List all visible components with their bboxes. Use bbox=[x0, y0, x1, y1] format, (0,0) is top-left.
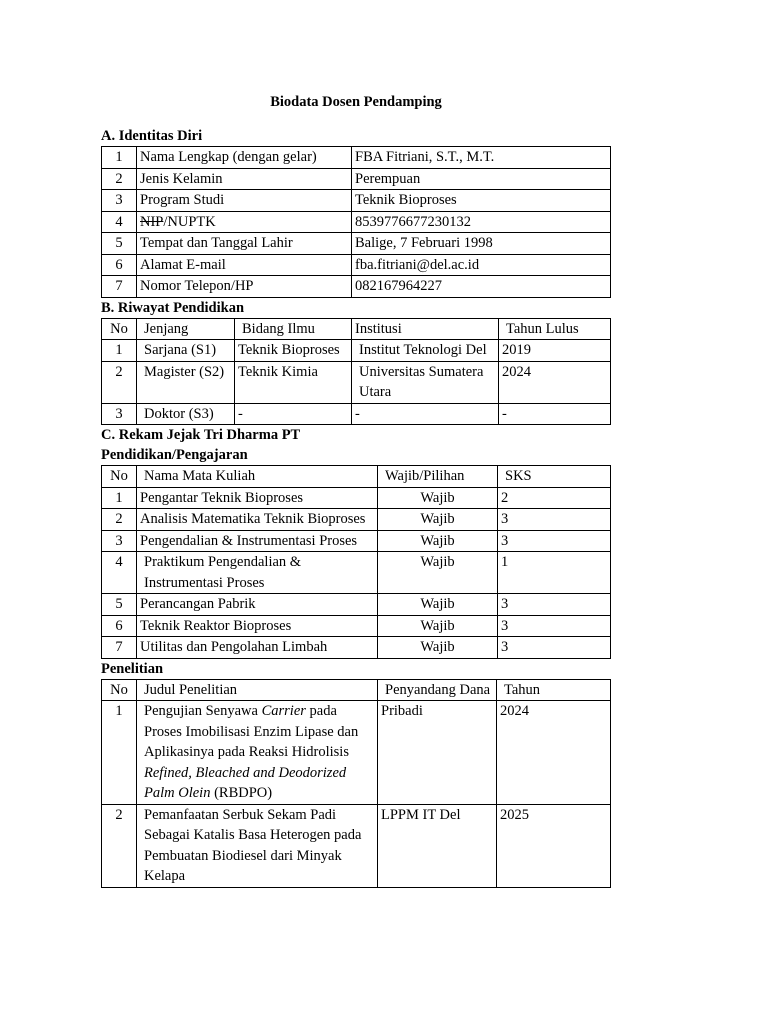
table-row bbox=[102, 637, 611, 659]
identity-value: FBA Fitriani, S.T., M.T. bbox=[352, 147, 611, 169]
column-header: Institusi bbox=[352, 318, 499, 340]
identity-label: Nama Lengkap (dengan gelar) bbox=[137, 147, 352, 169]
title-italic-part: Refined, Bleached and Deodorized Palm Olein bbox=[144, 764, 347, 801]
row-number: 7 bbox=[102, 276, 137, 298]
identity-label: Alamat E-mail bbox=[137, 254, 352, 276]
identity-value: Perempuan bbox=[352, 168, 611, 190]
column-header: Wajib/Pilihan bbox=[378, 466, 498, 488]
table-row bbox=[102, 552, 611, 594]
title-italic-part: Carrier bbox=[261, 703, 306, 719]
research-title: Pemanfaatan Serbuk Sekam Padi Sebagai Katalis Basa Heterogen pada Pembuatan Biodiesel dari Minyak Kelapa bbox=[137, 804, 378, 887]
research-year: 2025 bbox=[497, 804, 611, 887]
row-number: 1 bbox=[102, 701, 137, 805]
title-part: pada Proses Imobilisasi Enzim Lipase dan Aplikasinya pada Reaksi Hidrolisis bbox=[144, 703, 359, 760]
row-number: 4 bbox=[102, 211, 137, 233]
table-row bbox=[102, 276, 611, 298]
column-header: Tahun bbox=[497, 679, 611, 701]
research-title bbox=[137, 701, 378, 805]
table-row bbox=[102, 147, 611, 169]
research-funder: LPPM IT Del bbox=[378, 804, 497, 887]
row-number: 3 bbox=[102, 403, 137, 425]
course-name: Perancangan Pabrik bbox=[137, 594, 378, 616]
course-sks: 3 bbox=[498, 594, 611, 616]
identity-value: Balige, 7 Februari 1998 bbox=[352, 233, 611, 255]
section-c-heading: C. Rekam Jejak Tri Dharma PT bbox=[101, 427, 301, 443]
table-row bbox=[102, 701, 611, 805]
column-header: No bbox=[102, 466, 137, 488]
institution: Institut Teknologi Del bbox=[352, 340, 499, 362]
course-type: Wajib bbox=[378, 509, 498, 531]
column-header: No bbox=[102, 318, 137, 340]
row-number: 4 bbox=[102, 552, 137, 594]
document-page bbox=[101, 92, 611, 888]
identity-value: Teknik Bioproses bbox=[352, 190, 611, 212]
course-name: Pengendalian & Instrumentasi Proses bbox=[137, 530, 378, 552]
row-number: 3 bbox=[102, 530, 137, 552]
research-year: 2024 bbox=[497, 701, 611, 805]
course-type: Wajib bbox=[378, 552, 498, 594]
row-number: 6 bbox=[102, 254, 137, 276]
table-row bbox=[102, 509, 611, 531]
column-header: Penyandang Dana bbox=[378, 679, 497, 701]
course-type: Wajib bbox=[378, 594, 498, 616]
table-row bbox=[102, 804, 611, 887]
course-sks: 3 bbox=[498, 637, 611, 659]
table-row bbox=[102, 168, 611, 190]
course-sks: 2 bbox=[498, 487, 611, 509]
label-rest: /NUPTK bbox=[163, 213, 216, 230]
course-type: Wajib bbox=[378, 487, 498, 509]
column-header: No bbox=[102, 679, 137, 701]
table-row bbox=[102, 211, 611, 233]
table-row bbox=[102, 403, 611, 425]
row-number: 2 bbox=[102, 361, 137, 403]
table-row bbox=[102, 594, 611, 616]
row-number: 1 bbox=[102, 340, 137, 362]
field-of-study: - bbox=[235, 403, 352, 425]
identity-value: 8539776677230132 bbox=[352, 211, 611, 233]
institution: Universitas Sumatera Utara bbox=[352, 361, 499, 403]
degree-level: Magister (S2) bbox=[137, 361, 235, 403]
table-row bbox=[102, 340, 611, 362]
table-header-row bbox=[102, 466, 611, 488]
identity-label bbox=[137, 211, 352, 233]
course-sks: 3 bbox=[498, 530, 611, 552]
teaching-heading: Pendidikan/Pengajaran bbox=[101, 447, 248, 463]
course-name: Pengantar Teknik Bioproses bbox=[137, 487, 378, 509]
graduation-year: 2019 bbox=[499, 340, 611, 362]
row-number: 7 bbox=[102, 637, 137, 659]
identity-label: Program Studi bbox=[137, 190, 352, 212]
course-name: Praktikum Pengendalian & Instrumentasi Proses bbox=[137, 552, 378, 594]
research-heading: Penelitian bbox=[101, 660, 164, 677]
column-header: Tahun Lulus bbox=[499, 318, 611, 340]
table-row bbox=[102, 361, 611, 403]
table-row bbox=[102, 615, 611, 637]
column-header: Judul Penelitian bbox=[137, 679, 378, 701]
column-header: SKS bbox=[498, 466, 611, 488]
course-sks: 3 bbox=[498, 615, 611, 637]
course-name: Analisis Matematika Teknik Bioproses bbox=[137, 509, 378, 531]
field-of-study: Teknik Bioproses bbox=[235, 340, 352, 362]
field-of-study: Teknik Kimia bbox=[235, 361, 352, 403]
identity-value: 082167964227 bbox=[352, 276, 611, 298]
table-row bbox=[102, 530, 611, 552]
document-title: Biodata Dosen Pendamping bbox=[270, 94, 442, 110]
institution: - bbox=[352, 403, 499, 425]
row-number: 5 bbox=[102, 594, 137, 616]
table-header-row bbox=[102, 679, 611, 701]
column-header: Jenjang bbox=[137, 318, 235, 340]
row-number: 2 bbox=[102, 804, 137, 887]
section-b-heading: B. Riwayat Pendidikan bbox=[101, 299, 245, 316]
row-number: 2 bbox=[102, 168, 137, 190]
identity-label: Nomor Telepon/HP bbox=[137, 276, 352, 298]
graduation-year: - bbox=[499, 403, 611, 425]
degree-level: Sarjana (S1) bbox=[137, 340, 235, 362]
research-table bbox=[101, 679, 611, 888]
table-row bbox=[102, 233, 611, 255]
struck-label: NIP bbox=[140, 213, 164, 230]
identity-label: Jenis Kelamin bbox=[137, 168, 352, 190]
title-part: Pengujian Senyawa bbox=[144, 703, 262, 719]
course-sks: 1 bbox=[498, 552, 611, 594]
course-type: Wajib bbox=[378, 530, 498, 552]
course-sks: 3 bbox=[498, 509, 611, 531]
table-row bbox=[102, 190, 611, 212]
teaching-table bbox=[101, 465, 611, 659]
education-table bbox=[101, 318, 611, 426]
row-number: 1 bbox=[102, 147, 137, 169]
graduation-year: 2024 bbox=[499, 361, 611, 403]
identity-label: Tempat dan Tanggal Lahir bbox=[137, 233, 352, 255]
row-number: 6 bbox=[102, 615, 137, 637]
table-row bbox=[102, 254, 611, 276]
column-header: Bidang Ilmu bbox=[235, 318, 352, 340]
table-header-row bbox=[102, 318, 611, 340]
course-name: Teknik Reaktor Bioproses bbox=[137, 615, 378, 637]
identity-value: fba.fitriani@del.ac.id bbox=[352, 254, 611, 276]
course-name: Utilitas dan Pengolahan Limbah bbox=[137, 637, 378, 659]
identity-table bbox=[101, 146, 611, 298]
row-number: 2 bbox=[102, 509, 137, 531]
row-number: 5 bbox=[102, 233, 137, 255]
row-number: 3 bbox=[102, 190, 137, 212]
title-part: (RBDPO) bbox=[210, 785, 273, 801]
course-type: Wajib bbox=[378, 637, 498, 659]
row-number: 1 bbox=[102, 487, 137, 509]
table-row bbox=[102, 487, 611, 509]
degree-level: Doktor (S3) bbox=[137, 403, 235, 425]
course-type: Wajib bbox=[378, 615, 498, 637]
column-header: Nama Mata Kuliah bbox=[137, 466, 378, 488]
research-funder: Pribadi bbox=[378, 701, 497, 805]
section-a-heading: A. Identitas Diri bbox=[101, 128, 203, 144]
